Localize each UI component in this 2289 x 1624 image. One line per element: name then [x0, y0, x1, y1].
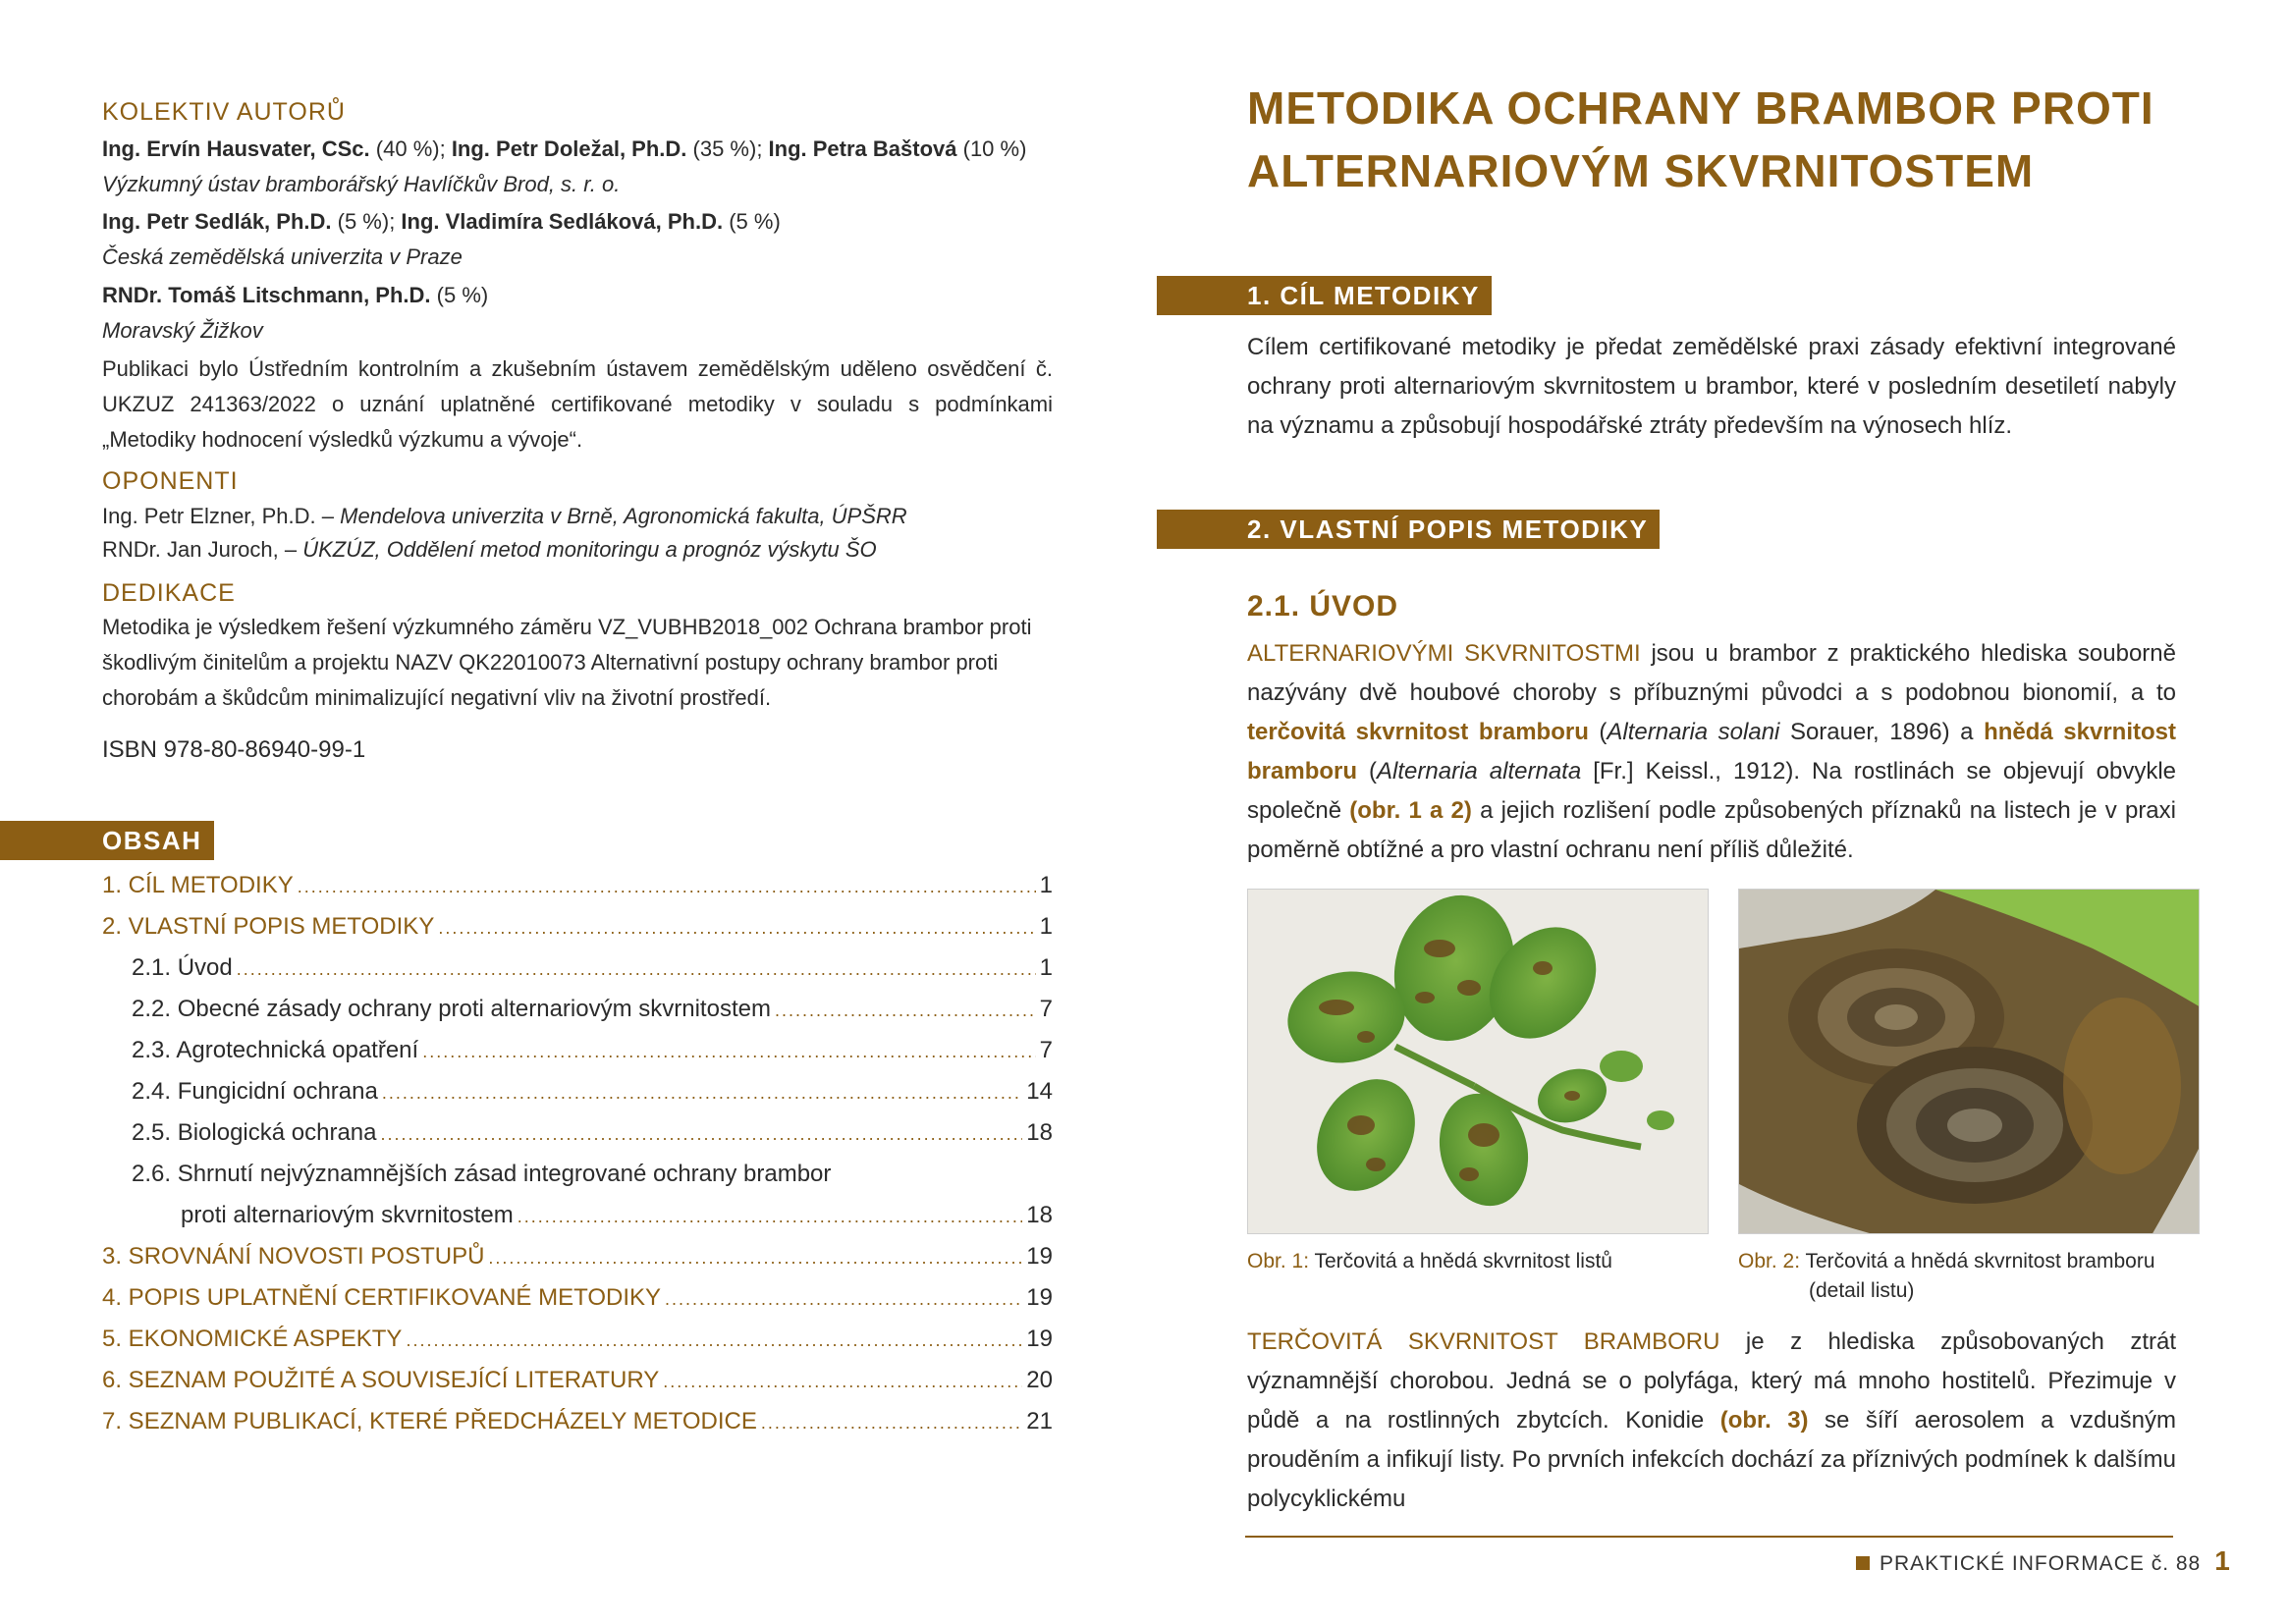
author-share: (5 %); — [331, 209, 402, 234]
toc-item[interactable]: 6. SEZNAM POUŽITÉ A SOUVISEJÍCÍ LITERATURY ..... 20 — [102, 1367, 1053, 1408]
author-share: (10 %) — [956, 136, 1027, 161]
author-share: (40 %); — [369, 136, 452, 161]
intro-paragraph: ALTERNARIOVÝMI SKVRNITOSTMI jsou u brambor z praktického hlediska souborně nazývány dvě houbové choroby s příbuznými původci a s podobnou bionomií, a to terčovitá skvrnitost bramboru (Alternaria solani Sorauer, 1896) a hnědá skvrnitost bramboru (Alternaria alternata [Fr.] Keissl., 1912). Na rostlinách se objevují obvykle společně (obr. 1 a 2) a jejich rozlišení podle způsobených příznaků na listech je v praxi poměrně obtížné a pro vlastní ochranu není příliš důležité. — [1247, 640, 2177, 863]
dedication-text: Metodika je výsledkem řešení výzkumného záměru VZ_VUBHB2018_002 Ochrana brambor proti škodlivým činitelům a projektu NAZV QK22010073 Alternativní postupy ochrany brambor proti chorobám a škůdcům minimalizující negativní vliv na životní prostředí. — [102, 615, 1032, 710]
toc-item[interactable]: 2.2. Obecné zásady ochrany proti alternariovým skvrnitostem ..... 7 — [102, 996, 1053, 1037]
toc-item[interactable]: 2.1. Úvod ..... 1 — [102, 954, 1053, 996]
section-1-text: Cílem certifikované metodiky je předat zemědělské praxi zásady efektivní integrované ochrany proti alternariovým skvrnitostem u brambor, které v posledním desetiletí nabyly na významu a způsobují hospodářské ztráty především na výnosech hlíz. — [1247, 334, 2176, 439]
toc-item[interactable]: 4. POPIS UPLATNĚNÍ CERTIFIKOVANÉ METODIKY ..... 19 — [102, 1284, 1053, 1326]
toc-item[interactable]: 2.5. Biologická ochrana ..... 18 — [102, 1119, 1053, 1161]
section-1-heading: 1. CÍL METODIKY — [1157, 276, 1492, 315]
figure-2-caption: Obr. 2: Terčovitá a hnědá skvrnitost bramboru (detail listu) — [1738, 1250, 2155, 1302]
certification-text: Publikaci bylo Ústředním kontrolním a zkušebním ústavem zemědělským uděleno osvědčení č. UKZUZ 241363/2022 o uznání uplatněné certifikované metodiky v souladu s podmínkami „Metodiky hodnocení výsledků výzkumu a vývoje“. — [102, 356, 1053, 452]
author-share: (35 %); — [686, 136, 769, 161]
figure-reference[interactable]: (obr. 1 a 2) — [1349, 797, 1472, 824]
leaf-detail-illustration — [1739, 890, 2200, 1234]
toc-item[interactable]: 2.6. Shrnutí nejvýznamnějších zásad integrované ochrany brambor — [132, 1161, 832, 1187]
authors-heading: KOLEKTIV AUTORŮ — [102, 98, 346, 126]
document-title — [1247, 77, 2154, 202]
opponent-1 — [102, 499, 907, 534]
page-number: 1 — [2214, 1545, 2231, 1576]
footer-square-icon — [1856, 1556, 1870, 1570]
figure-reference[interactable]: (obr. 3) — [1719, 1407, 1809, 1434]
dedication-heading: DEDIKACE — [102, 579, 236, 607]
potato-leaf-illustration — [1248, 890, 1709, 1234]
footer-rule — [1245, 1536, 2173, 1538]
figure-1-photo — [1247, 889, 1709, 1234]
toc-item-continuation[interactable]: proti alternariovým skvrnitostem ..... 18 — [102, 1202, 1053, 1243]
section-2-heading: 2. VLASTNÍ POPIS METODIKY — [1157, 510, 1660, 549]
opponent-2 — [102, 532, 877, 568]
table-of-contents — [102, 872, 1053, 1449]
figure-1-caption: Obr. 1: Terčovitá a hnědá skvrnitost listů — [1247, 1250, 1612, 1272]
author-name: RNDr. Tomáš Litschmann, Ph.D. — [102, 283, 431, 307]
opponent-name: RNDr. Jan Juroch, – — [102, 537, 303, 562]
author-name: Ing. Vladimíra Sedláková, Ph.D. — [401, 209, 724, 234]
author-name: Ing. Ervín Hausvater, CSc. — [102, 136, 370, 161]
affiliation-2: Česká zemědělská univerzita v Praze — [102, 244, 463, 269]
term-lead: TERČOVITÁ SKVRNITOST BRAMBORU — [1247, 1328, 1720, 1355]
toc-item[interactable]: 5. EKONOMICKÉ ASPEKTY ..... 19 — [102, 1326, 1053, 1367]
latin-name: Alternaria alternata — [1377, 758, 1582, 785]
toc-item[interactable]: 2.3. Agrotechnická opatření ..... 7 — [102, 1037, 1053, 1078]
authors-line-2 — [102, 204, 781, 240]
author-share: (5 %) — [430, 283, 489, 307]
toc-item[interactable]: 2.4. Fungicidní ochrana ..... 14 — [102, 1078, 1053, 1119]
figure-label: Obr. 1: — [1247, 1250, 1310, 1272]
authors-line-3 — [102, 278, 488, 313]
opponents-heading: OPONENTI — [102, 467, 239, 495]
toc-item[interactable]: 3. SROVNÁNÍ NOVOSTI POSTUPŮ ..... 19 — [102, 1243, 1053, 1284]
author-name: Ing. Petr Doležal, Ph.D. — [451, 136, 687, 161]
figure-label: Obr. 2: — [1738, 1250, 1801, 1272]
footer — [1856, 1545, 2231, 1577]
latin-name: Alternaria solani — [1607, 719, 1780, 745]
toc-item[interactable]: 2. VLASTNÍ POPIS METODIKY ..... 1 — [102, 913, 1053, 954]
affiliation-1: Výzkumný ústav bramborářský Havlíčkův Brod, s. r. o. — [102, 172, 621, 196]
toc-heading: OBSAH — [0, 821, 214, 860]
term: hnědá skvrnitost bramboru — [1247, 719, 2176, 785]
opponent-name: Ing. Petr Elzner, Ph.D. – — [102, 504, 341, 528]
opponent-org: ÚKZÚZ, Oddělení metod monitoringu a prognóz výskytu ŠO — [302, 537, 877, 562]
term: terčovitá skvrnitost bramboru — [1247, 719, 1589, 745]
title-line: ALTERNARIOVÝM SKVRNITOSTEM — [1247, 145, 2035, 196]
paragraph-2: TERČOVITÁ SKVRNITOST BRAMBORU je z hlediska způsobovaných ztrát významnější chorobou. Jedná se o polyfága, který má mnoho hostitelů. Přezimuje v půdě a na rostlinných zbytcích. Konidie (obr. 3) se šíří aerosolem a vzdušným prouděním a infikují listy. Po prvních infekcích dochází za příznivých podmínek k dalšímu polycyklickému — [1247, 1328, 2177, 1512]
author-name: Ing. Petr Sedlák, Ph.D. — [102, 209, 332, 234]
subsection-2-1-heading: 2.1. ÚVOD — [1247, 590, 1399, 623]
opponent-org: Mendelova univerzita v Brně, Agronomická fakulta, ÚPŠRR — [340, 504, 907, 528]
author-name: Ing. Petra Baštová — [768, 136, 957, 161]
footer-text: PRAKTICKÉ INFORMACE č. 88 — [1880, 1552, 2202, 1575]
right-page — [1144, 0, 2289, 1624]
isbn: ISBN 978-80-86940-99-1 — [102, 736, 366, 763]
figure-2-photo — [1738, 889, 2200, 1234]
toc-item[interactable]: 7. SEZNAM PUBLIKACÍ, KTERÉ PŘEDCHÁZELY METODICE ..... 21 — [102, 1408, 1053, 1449]
left-page — [0, 0, 1144, 1624]
affiliation-3: Moravský Žižkov — [102, 318, 263, 343]
toc-item[interactable]: 1. CÍL METODIKY ..... 1 — [102, 872, 1053, 913]
authors-line-1 — [102, 132, 1026, 167]
term-lead: ALTERNARIOVÝMI SKVRNITOSTMI — [1247, 640, 1641, 667]
author-share: (5 %) — [723, 209, 781, 234]
title-line: METODIKA OCHRANY BRAMBOR PROTI — [1247, 82, 2154, 134]
